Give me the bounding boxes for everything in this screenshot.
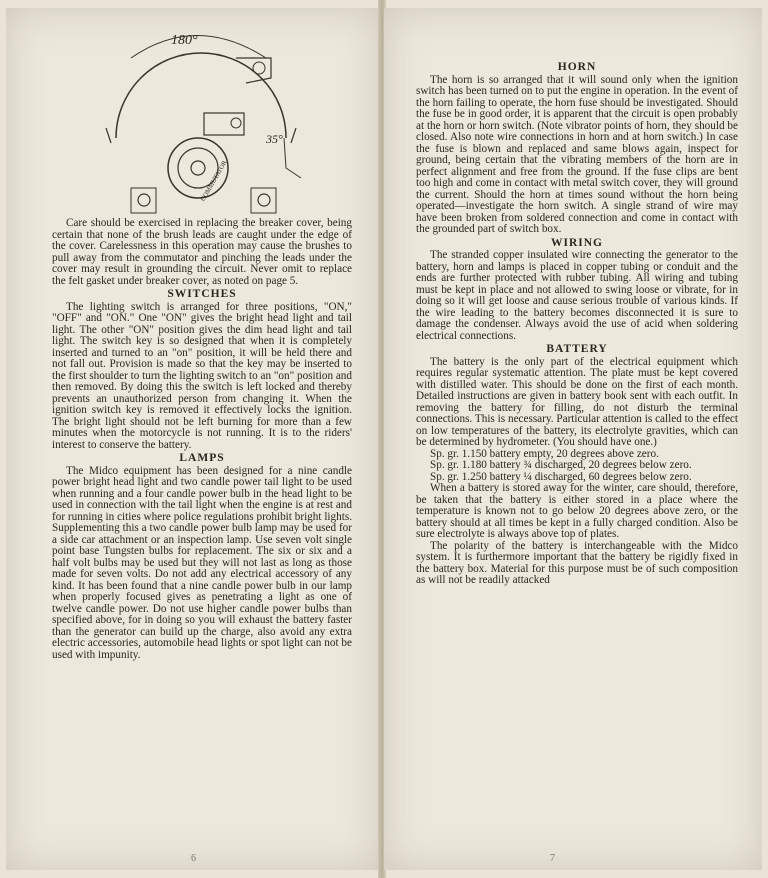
gravity-line-1: Sp. gr. 1.150 battery empty, 20 degrees above zero. xyxy=(430,447,659,460)
wiring-heading: WIRING xyxy=(550,236,603,249)
breaker-diagram xyxy=(86,18,306,218)
breaker-cover-paragraph: Care should be exercised in replacing the breaker cover, being certain that none of the brush leads are caught under the edge of the cover. Carelessness in this operation may cause the brushes to pull away from the commutator and pinching the leads under the cover may result in grounding the circuit. Never omit to replace the felt gasket under breaker cover, as noted on page 5. xyxy=(52,217,352,287)
battery-paragraph: The battery is the only part of the electrical equipment which requires regular systematic attention. The plate must be kept covered with distilled water. This should be done on the first of each month. Detailed instructions are given in battery book sent with each outfit. In removing the battery for filling, do not disturb the terminal connections. This is necessary. Particular attention is called to the effect on low temperatures of the battery, its electrolyte gravities, which can be determined by hydrometer. (You should have one.) xyxy=(416,355,738,448)
horn-heading: HORN xyxy=(557,61,597,73)
winter-storage-paragraph: When a battery is stored away for the winter, care should, therefore, be taken that the battery is either stored in a place where the temperature is known not to go below 20 degrees above zero, or the battery should at all times be kept in a fully charged condition. Also be sure electrolyte is always above top of plates. xyxy=(416,482,738,540)
lamps-paragraph: The Midco equipment has been designed for a nine candle power bright head light and two candle power tail light to be used when running and a four candle power bulb in the head light to be used in connection with the tail light when the engine is at rest and for running in cities where police regulations prohibit bright lights. Supplementing this a two candle power bulb lamp may be used for a side car attachment or an inspection lamp. Use seven volt single point base Tungsten bulbs for replacement. The six or six and a half volt bulbs may be used but they will not last as long as those made for seven volts. Do not add any electrical accessory of any kind. It has been found that a nine candle power bulb in our lamp when properly focused gives as penetrating a light as one of twelve candle power. Do not use higher candle power bulbs than specified above, for in doing so you will exhaust the battery faster than the generator can build up the charge, also avoid any extra electric accessories, automobile head lights or spot light can not be used with impunity. xyxy=(52,464,352,661)
angle-180-label: 180° xyxy=(171,33,198,48)
right-page xyxy=(384,8,762,870)
polarity-paragraph: The polarity of the battery is interchangeable with the Midco system. It is furthermore important that the battery be rigidly fixed in the battery box. Material for this purpose must be of such composition as will not be readily attacked xyxy=(416,539,738,586)
commutator-label: COMMUTATOR xyxy=(199,159,229,203)
right-page-text xyxy=(416,60,738,587)
gravity-line-3: Sp. gr. 1.250 battery ¼ discharged, 60 degrees below zero. xyxy=(430,470,692,483)
battery-heading: BATTERY xyxy=(546,343,608,355)
page-number-left: 6 xyxy=(191,853,196,864)
angle-35-label: 35° xyxy=(266,132,283,146)
switches-paragraph: The lighting switch is arranged for three positions, "ON," "OFF" and "ON." One "ON" gives the bright head light and tail light. The other "ON" position gives the dim head light and tail light. The switch key is so designed that when it is completely inserted and turned to an "on" position, it will be held there and not fall out. Provision is made so that the key may be inserted to the first shoulder to turn the lighting switch to an "on" position and then removed. By doing this the switch is left locked and thereby prevents an unauthorized person from changing it. When the ignition switch key is removed it effectively locks the ignition. The bright light should not be left burning for more than a few minutes when the motorcycle is not running. It is to the riders' interest to conserve the battery. xyxy=(52,300,352,451)
left-page-text xyxy=(52,218,352,661)
wiring-paragraph: The stranded copper insulated wire connecting the generator to the battery, horn and lamps is placed in copper tubing or conduit and the ends are further protected with rubber tubing. All wiring and tubing must be kept in place and not allowed to swing loose or vibrate, for in doing so it will get loose and cause serious trouble of various kinds. If the wire leading to the battery becomes disconnected it is sure to damage the condenser. Always avoid the use of acid when soldering electrical connections. xyxy=(416,249,738,342)
switches-heading: SWITCHES xyxy=(167,288,237,300)
gravity-line-2: Sp. gr. 1.180 battery ¾ discharged, 20 degrees below zero. xyxy=(430,459,692,471)
horn-paragraph: The horn is so arranged that it will sound only when the ignition switch has been turned on to put the engine in operation. In the event of the horn failing to operate, the horn fuse should be investigated. Should the fuse be in good order, it is apparent that the circuit is open probably at the horn or horn switch. (Note vibrator points of horn, they should be closed. Also note wire connections in horn and at horn switch.) In case the fuse is blown and replaced and same blows again, inspect for ground, being certain that the vibrating members of the horn are in perfect alignment and free from the ground. If the fuse clips are bent too high and come in contact with metal switch cover, they will ground the current. Should the horn at times sound without the horn being operated—investigate the horn switch. A single strand of wire may have been broken from soldered connection and come in contact with the grounded part of switch box. xyxy=(416,73,738,235)
left-page xyxy=(6,8,380,870)
lamps-heading: LAMPS xyxy=(179,452,225,464)
page-number-right: 7 xyxy=(550,853,555,864)
